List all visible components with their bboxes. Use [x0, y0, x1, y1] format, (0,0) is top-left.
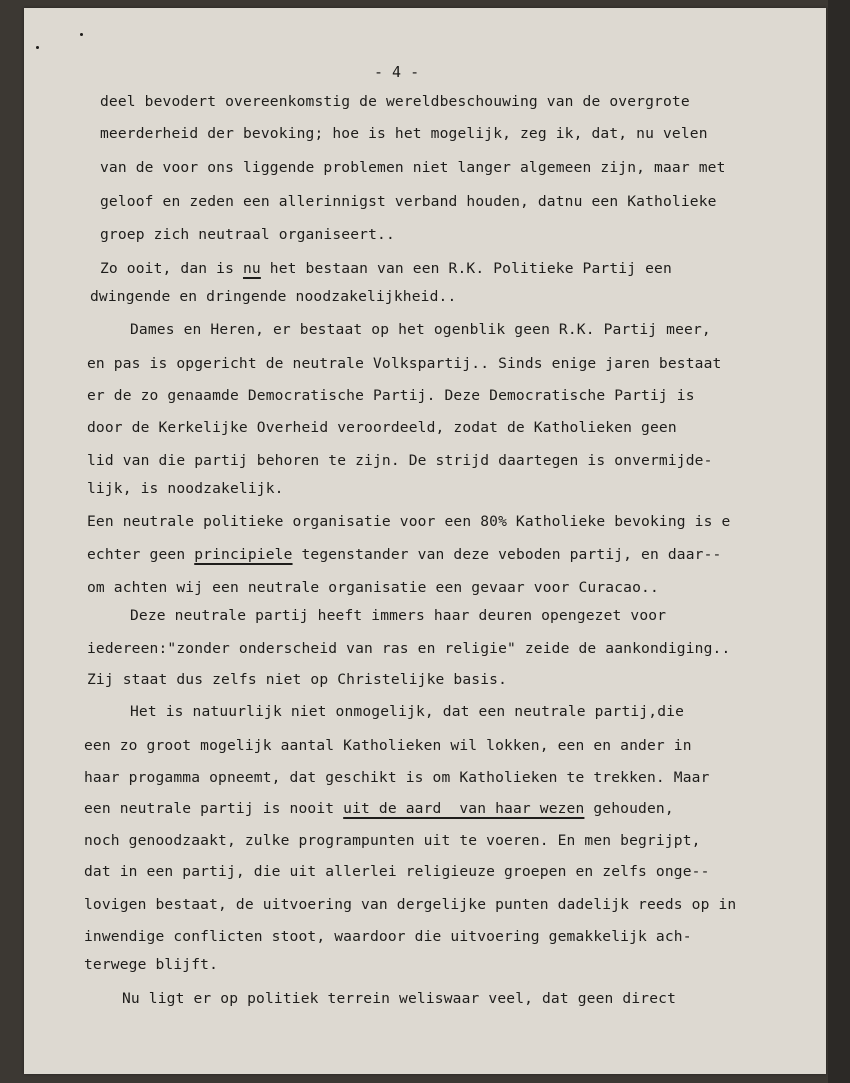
- ink-speck: [80, 33, 83, 36]
- underlined-word: nu: [242, 260, 261, 277]
- text-line: groep zich neutraal organiseert..: [100, 226, 395, 243]
- text-line: Dames en Heren, er bestaat op het ogenblik geen R.K. Partij meer,: [130, 321, 711, 338]
- text-run: tegenstander van deze veboden partij, en daar--: [292, 546, 722, 563]
- text-line: Nu ligt er op politiek terrein weliswaar veel, dat geen direct: [122, 990, 677, 1007]
- text-line: lid van die partij behoren te zijn. De strijd daartegen is onvermijde-: [87, 452, 713, 469]
- text-line: dat in een partij, die uit allerlei religieuze groepen en zelfs onge--: [84, 863, 710, 880]
- text-line: en pas is opgericht de neutrale Volkspartij.. Sinds enige jaren bestaat: [87, 355, 722, 372]
- text-line: dwingende en dringende noodzakelijkheid..: [90, 288, 457, 305]
- text-run: het bestaan van een R.K. Politieke Partij een: [260, 260, 672, 277]
- text-line: noch genoodzaakt, zulke programpunten uit te voeren. En men begrijpt,: [84, 832, 701, 849]
- text-line: geloof en zeden een allerinnigst verband houden, datnu een Katholieke: [100, 193, 717, 210]
- text-run: gehouden,: [584, 800, 674, 817]
- text-line: deel bevodert overeenkomstig de wereldbeschouwing van de overgrote: [100, 93, 690, 110]
- text-line: Een neutrale politieke organisatie voor een 80% Katholieke bevoking is e: [87, 513, 731, 530]
- underlined-phrase: uit de aard van haar wezen: [343, 800, 585, 817]
- text-line: lovigen bestaat, de uitvoering van dergelijke punten dadelijk reeds op in: [84, 896, 737, 913]
- text-line: van de voor ons liggende problemen niet langer algemeen zijn, maar met: [100, 159, 726, 176]
- text-line: inwendige conflicten stoot, waardoor die uitvoering gemakkelijk ach-: [84, 928, 692, 945]
- ink-speck: [36, 46, 39, 49]
- text-line: Zij staat dus zelfs niet op Christelijke basis.: [87, 671, 508, 688]
- page-number: - 4 -: [374, 63, 420, 81]
- text-run: Zo ooit, dan is: [100, 260, 243, 277]
- text-line: meerderheid der bevoking; hoe is het mogelijk, zeg ik, dat, nu velen: [100, 125, 708, 142]
- text-line: terwege blijft.: [84, 956, 219, 973]
- scan-border: [828, 0, 850, 1083]
- text-line: [87, 545, 721, 565]
- text-line: om achten wij een neutrale organisatie een gevaar voor Curacao..: [87, 579, 659, 596]
- text-line: Deze neutrale partij heeft immers haar deuren opengezet voor: [130, 607, 667, 624]
- text-line: [100, 259, 672, 279]
- text-line: [84, 799, 674, 819]
- text-run: een neutrale partij is nooit: [84, 800, 344, 817]
- text-run: echter geen: [87, 546, 195, 563]
- text-line: haar progamma opneemt, dat geschikt is om Katholieken te trekken. Maar: [84, 769, 710, 786]
- text-line: door de Kerkelijke Overheid veroordeeld, zodat de Katholieken geen: [87, 419, 677, 436]
- text-line: er de zo genaamde Democratische Partij. Deze Democratische Partij is: [87, 387, 695, 404]
- text-line: iedereen:"zonder onderscheid van ras en religie" zeide de aankondiging..: [87, 640, 731, 657]
- underlined-word: principiele: [194, 546, 293, 563]
- text-line: een zo groot mogelijk aantal Katholieken wil lokken, een en ander in: [84, 737, 692, 754]
- text-line: lijk, is noodzakelijk.: [87, 480, 284, 497]
- text-line: Het is natuurlijk niet onmogelijk, dat een neutrale partij,die: [130, 703, 685, 720]
